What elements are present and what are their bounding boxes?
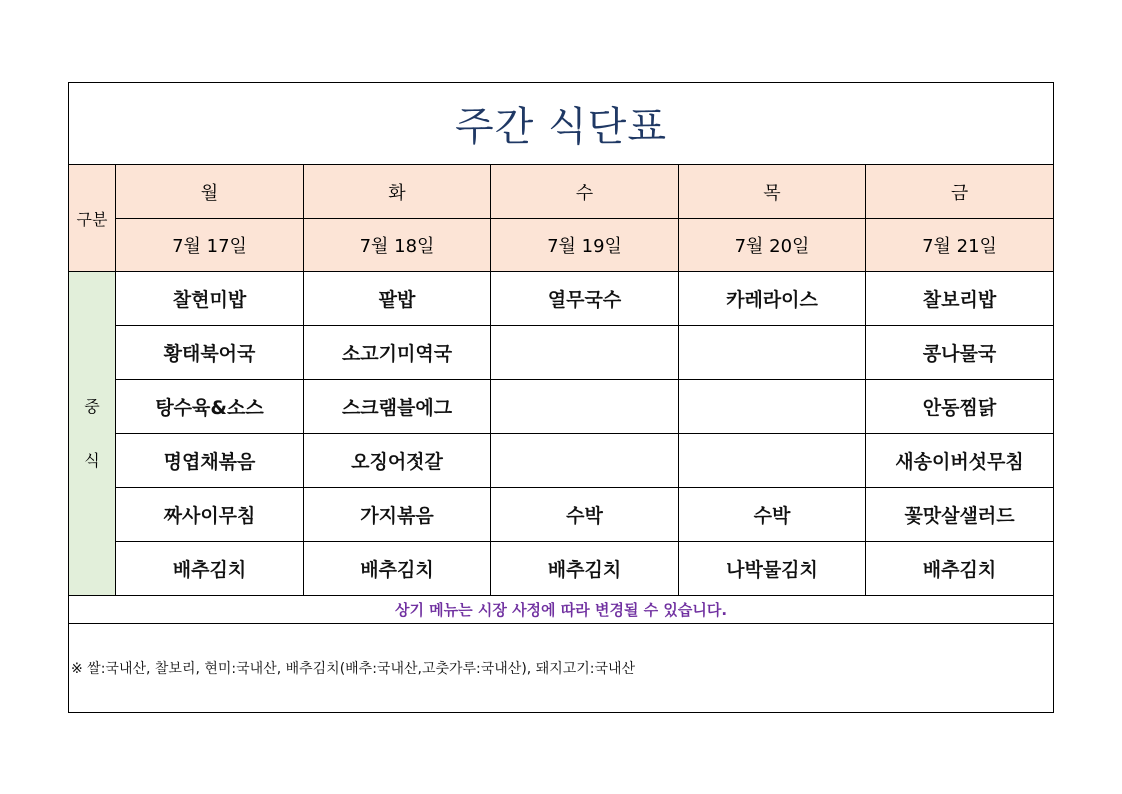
menu-change-notice: 상기 메뉴는 시장 사정에 따라 변경될 수 있습니다. bbox=[69, 596, 1054, 624]
day-header-wed: 수 bbox=[491, 165, 679, 219]
dish-cell: 배추김치 bbox=[491, 542, 679, 596]
dish-cell: 오징어젓갈 bbox=[304, 434, 491, 488]
page-title: 주간 식단표 bbox=[69, 83, 1054, 165]
date-fri: 7월 21일 bbox=[866, 219, 1054, 272]
dish-cell: 콩나물국 bbox=[866, 326, 1054, 380]
menu-row bbox=[69, 272, 1054, 326]
dish-cell: 찰현미밥 bbox=[116, 272, 304, 326]
day-header-tue: 화 bbox=[304, 165, 491, 219]
dish-cell: 탕수육&소스 bbox=[116, 380, 304, 434]
dish-cell: 명엽채볶음 bbox=[116, 434, 304, 488]
dish-cell bbox=[491, 326, 679, 380]
dish-cell: 소고기미역국 bbox=[304, 326, 491, 380]
lunch-label-char: 중 bbox=[84, 396, 100, 416]
lunch-label bbox=[69, 272, 116, 596]
date-wed: 7월 19일 bbox=[491, 219, 679, 272]
date-header-row bbox=[69, 219, 1054, 272]
date-mon: 7월 17일 bbox=[116, 219, 304, 272]
day-header-row bbox=[69, 165, 1054, 219]
dish-cell: 스크램블에그 bbox=[304, 380, 491, 434]
lunch-label-char: 식 bbox=[84, 450, 100, 470]
dish-cell: 찰보리밥 bbox=[866, 272, 1054, 326]
dish-cell: 카레라이스 bbox=[679, 272, 866, 326]
menu-row bbox=[69, 434, 1054, 488]
dish-cell: 나박물김치 bbox=[679, 542, 866, 596]
origin-row bbox=[69, 624, 1054, 713]
dish-cell: 안동찜닭 bbox=[866, 380, 1054, 434]
dish-cell: 열무국수 bbox=[491, 272, 679, 326]
dish-cell: 황태북어국 bbox=[116, 326, 304, 380]
dish-cell: 짜사이무침 bbox=[116, 488, 304, 542]
menu-row bbox=[69, 326, 1054, 380]
gubun-label: 구분 bbox=[69, 165, 116, 272]
dish-cell: 팥밥 bbox=[304, 272, 491, 326]
dish-cell: 배추김치 bbox=[866, 542, 1054, 596]
weekly-menu-table bbox=[68, 82, 1054, 713]
dish-cell: 새송이버섯무침 bbox=[866, 434, 1054, 488]
day-header-mon: 월 bbox=[116, 165, 304, 219]
date-tue: 7월 18일 bbox=[304, 219, 491, 272]
dish-cell bbox=[679, 380, 866, 434]
dish-cell: 배추김치 bbox=[304, 542, 491, 596]
menu-row bbox=[69, 488, 1054, 542]
dish-cell: 배추김치 bbox=[116, 542, 304, 596]
dish-cell: 가지볶음 bbox=[304, 488, 491, 542]
dish-cell: 수박 bbox=[491, 488, 679, 542]
dish-cell bbox=[491, 380, 679, 434]
date-thu: 7월 20일 bbox=[679, 219, 866, 272]
dish-cell bbox=[491, 434, 679, 488]
origin-info: ※ 쌀:국내산, 찰보리, 현미:국내산, 배추김치(배추:국내산,고춧가루:국내산), 돼지고기:국내산 bbox=[69, 624, 1054, 713]
notice-row bbox=[69, 596, 1054, 624]
day-header-fri: 금 bbox=[866, 165, 1054, 219]
dish-cell: 수박 bbox=[679, 488, 866, 542]
title-row bbox=[69, 83, 1054, 165]
dish-cell: 꽃맛살샐러드 bbox=[866, 488, 1054, 542]
dish-cell bbox=[679, 434, 866, 488]
dish-cell bbox=[679, 326, 866, 380]
day-header-thu: 목 bbox=[679, 165, 866, 219]
menu-row bbox=[69, 380, 1054, 434]
menu-row bbox=[69, 542, 1054, 596]
